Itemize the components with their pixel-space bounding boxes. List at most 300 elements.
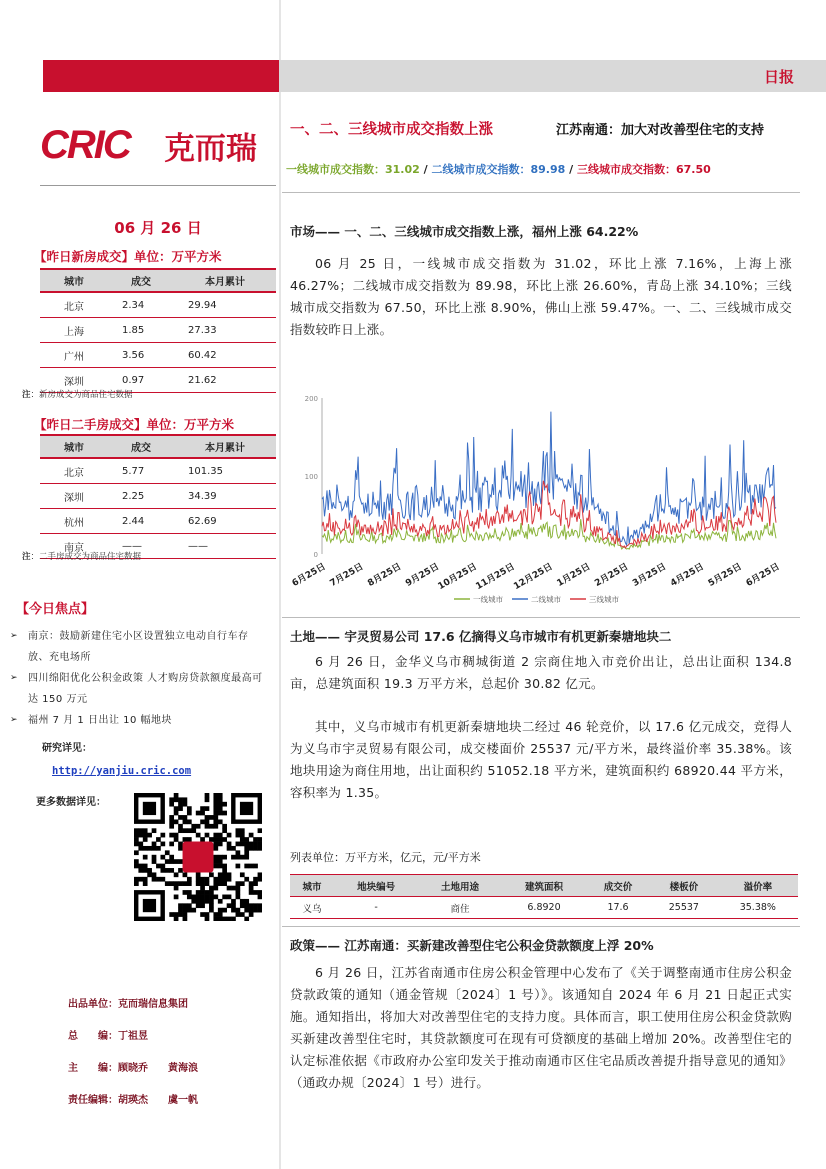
land-table-cell: 17.6 — [586, 897, 650, 919]
qr-module — [187, 811, 192, 816]
credit-line — [68, 1091, 198, 1123]
qr-module — [240, 837, 245, 842]
qr-module — [218, 855, 223, 860]
qr-module — [160, 868, 165, 873]
qr-module — [134, 833, 139, 838]
qr-module — [253, 890, 258, 895]
qr-module — [196, 903, 201, 908]
qr-module — [174, 886, 179, 891]
qr-module — [236, 912, 241, 917]
credit-value: 克而瑞信息集团 — [118, 999, 188, 1010]
value-cell: 3.56 — [108, 343, 174, 368]
headline-left: 一、二、三线城市成交指数上涨 — [290, 122, 493, 138]
x-tick-label: 9月25日 — [404, 561, 441, 589]
qr-module — [218, 859, 223, 864]
qr-module — [244, 837, 249, 842]
qr-module — [218, 793, 223, 798]
qr-module — [156, 877, 161, 882]
qr-module — [218, 872, 223, 877]
qr-module — [178, 903, 183, 908]
qr-finder — [143, 802, 156, 815]
qr-module — [183, 872, 188, 877]
qr-module — [244, 908, 249, 913]
value-cell: 60.42 — [174, 343, 276, 368]
x-tick-label: 7月25日 — [328, 561, 366, 589]
qr-module — [231, 899, 236, 904]
qr-module — [205, 793, 210, 798]
city-cell: 上海 — [40, 318, 108, 343]
qr-module — [205, 881, 210, 886]
table-header: 成交 — [108, 435, 174, 458]
qr-module — [134, 877, 139, 882]
policy-paragraph: 6 月 26 日，江苏省南通市住房公积金管理中心发布了《关于调整南通市住房公积金贷款政策的通知（通金管规〔2024〕1 号）》。该通知自 2024 年 6 月 21 日起正式实施。通知指出，将加大对改善型住宅的支持力度。具体而言，职工使用住房公积金贷款购买新建改善型住宅时，其贷款额度可在现有可贷额度的基础上增加 20%。改善型住宅的认定标准依据《市政府办公室印发关于推动南通市区住宅品质改善提升指导意见的通知》（通政办规〔2024〕1 号）进行。 — [290, 965, 792, 1090]
qr-module — [253, 837, 258, 842]
qr-module — [143, 868, 148, 873]
qr-module — [213, 881, 218, 886]
qr-module — [156, 864, 161, 869]
note-bold: 注 — [22, 390, 31, 400]
qr-module — [258, 872, 262, 877]
qr-module — [138, 864, 143, 869]
qr-module — [244, 864, 249, 869]
qr-module — [205, 895, 210, 900]
header-red-bar — [43, 60, 279, 92]
qr-module — [196, 824, 201, 829]
qr-module — [218, 806, 223, 811]
qr-module — [213, 846, 218, 851]
qr-module — [169, 855, 174, 860]
qr-module — [174, 797, 179, 802]
qr-module — [253, 903, 258, 908]
logo-divider — [40, 185, 276, 186]
qr-module — [222, 855, 227, 860]
qr-module — [187, 890, 192, 895]
note-text: ：二手房成交为商品住宅数据 — [30, 552, 142, 562]
qr-module — [178, 828, 183, 833]
qr-module — [244, 855, 249, 860]
qr-module — [227, 886, 232, 891]
index-chart — [286, 384, 796, 612]
qr-module — [218, 912, 223, 917]
qr-module — [205, 806, 210, 811]
qr-module — [200, 903, 205, 908]
land-head: 土地—— 宇灵贸易公司 17.6 亿摘得义乌市城市有机更新秦塘地块二 — [290, 629, 672, 644]
focus-item[interactable]: ➢ 四川绵阳优化公积金政策 人才购房贷款额度最高可达 150 万元 — [10, 668, 268, 710]
qr-module — [222, 802, 227, 807]
x-tick-label: 11月25日 — [474, 561, 517, 593]
table-row — [40, 458, 276, 484]
tier2-index: 二线城市成交指数：89.98 — [431, 163, 566, 176]
qr-module — [209, 899, 214, 904]
qr-module — [187, 819, 192, 824]
table-row — [40, 509, 276, 534]
credit-label: 出品单位： — [68, 999, 118, 1010]
qr-module — [227, 842, 232, 847]
qr-module — [138, 877, 143, 882]
qr-module — [200, 890, 205, 895]
qr-module — [213, 819, 218, 824]
qr-finder — [143, 899, 156, 912]
city-cell: 北京 — [40, 458, 108, 484]
qr-module — [213, 912, 218, 917]
qr-module — [205, 877, 210, 882]
qr-module — [178, 912, 183, 917]
qr-module — [231, 886, 236, 891]
qr-module — [236, 855, 241, 860]
qr-module — [222, 881, 227, 886]
tier1-index: 一线城市成交指数：31.02 — [286, 163, 420, 176]
qr-module — [143, 828, 148, 833]
qr-module — [253, 908, 258, 913]
qr-module — [236, 895, 241, 900]
qr-module — [249, 881, 254, 886]
qr-module — [134, 842, 139, 847]
qr-module — [169, 881, 174, 886]
qr-module — [196, 899, 201, 904]
qr-module — [249, 912, 254, 917]
credit-line — [68, 1059, 198, 1091]
land-table-cell: 6.8920 — [502, 897, 586, 919]
credit-line — [68, 1027, 198, 1059]
new-house-title: 【昨日新房成交】单位：万平方米 — [34, 249, 222, 264]
qr-module — [209, 908, 214, 913]
qr-module — [209, 837, 214, 842]
qr-module — [191, 824, 196, 829]
qr-module — [218, 837, 223, 842]
land-table-header: 城市 — [290, 875, 334, 897]
qr-module — [178, 802, 183, 807]
qr-module — [174, 917, 179, 921]
qr-module — [218, 864, 223, 869]
land-table-cell: - — [334, 897, 418, 919]
land-table-cell: 商住 — [418, 897, 502, 919]
qr-module — [134, 859, 139, 864]
land-paragraph-1: 6 月 26 日，金华义乌市稠城街道 2 宗商住地入市竞价出让，总出让面积 134.8 亩，总建筑面积 19.3 万平方米，总起价 30.82 亿元。 — [290, 654, 792, 691]
qr-module — [227, 877, 232, 882]
qr-module — [196, 811, 201, 816]
qr-module — [138, 868, 143, 873]
qr-module — [200, 912, 205, 917]
qr-module — [191, 828, 196, 833]
qr-module — [174, 837, 179, 842]
qr-module — [183, 908, 188, 913]
svg-text:CRIC: CRIC — [40, 123, 130, 166]
land-unit: 列表单位：万平方米，亿元，元/平方米 — [290, 851, 481, 864]
qr-module — [209, 903, 214, 908]
qr-module — [200, 895, 205, 900]
land-table-header: 溢价率 — [718, 875, 798, 897]
qr-module — [200, 886, 205, 891]
qr-module — [196, 833, 201, 838]
qr-module — [222, 872, 227, 877]
qr-module — [222, 877, 227, 882]
qr-module — [258, 837, 262, 842]
x-tick-label: 10月25日 — [436, 561, 479, 593]
qr-module — [165, 881, 170, 886]
qr-module — [143, 864, 148, 869]
qr-module — [249, 842, 254, 847]
qr-module — [218, 899, 223, 904]
qr-module — [134, 850, 139, 855]
value-cell: —— — [174, 534, 276, 559]
qr-module — [205, 819, 210, 824]
qr-module — [249, 864, 254, 869]
qr-module — [213, 859, 218, 864]
focus-list — [10, 626, 268, 731]
column-divider — [279, 0, 281, 1169]
x-tick-label: 6月25日 — [290, 561, 328, 589]
qr-module — [178, 859, 183, 864]
qr-module — [169, 859, 174, 864]
qr-module — [227, 846, 232, 851]
qr-module — [183, 828, 188, 833]
qr-module — [187, 908, 192, 913]
qr-module — [143, 837, 148, 842]
qr-module — [258, 908, 262, 913]
qr-module — [187, 881, 192, 886]
qr-module — [244, 842, 249, 847]
headline-right: 江苏南通：加大对改善型住宅的支持 — [556, 123, 765, 138]
market-paragraph: 06 月 25 日，一线城市成交指数为 31.02，环比上涨 7.16%，上海上涨 46.27%；二线城市成交指数为 89.98，环比上涨 26.60%，青岛上涨 34.10%；三线城市成交指数为 67.50，环比上涨 8.90%，佛山上涨 59.47%。一、二、三线城市成交指数较昨日上涨。 — [290, 256, 792, 337]
qr-module — [213, 833, 218, 838]
qr-module — [187, 806, 192, 811]
qr-module — [244, 846, 249, 851]
qr-code[interactable] — [134, 793, 262, 921]
qr-module — [160, 864, 165, 869]
qr-module — [178, 815, 183, 820]
x-tick-label: 5月25日 — [706, 561, 744, 589]
qr-module — [253, 842, 258, 847]
qr-module — [147, 846, 152, 851]
qr-module — [143, 881, 148, 886]
qr-module — [218, 833, 223, 838]
second-house-title: 【昨日二手房成交】单位：万平方米 — [34, 417, 235, 432]
qr-module — [236, 833, 241, 838]
index-separator: / — [419, 163, 432, 176]
focus-item[interactable]: ➢ 福州 7 月 1 日出让 10 幅地块 — [10, 710, 268, 731]
qr-module — [152, 859, 157, 864]
market-head: 市场—— 一、二、三线城市成交指数上涨，福州上涨 64.22% — [290, 224, 639, 239]
qr-module — [156, 837, 161, 842]
x-tick-label: 3月25日 — [631, 561, 668, 589]
qr-module — [196, 895, 201, 900]
city-cell: 南京 — [40, 534, 108, 559]
qr-module — [183, 819, 188, 824]
qr-module — [205, 797, 210, 802]
qr-module — [213, 811, 218, 816]
svg-text:克而瑞: 克而瑞 — [164, 131, 257, 166]
city-cell: 北京 — [40, 292, 108, 318]
qr-module — [160, 855, 165, 860]
qr-module — [174, 872, 179, 877]
table-header: 成交 — [108, 269, 174, 292]
qr-module — [244, 903, 249, 908]
qr-module — [134, 881, 139, 886]
qr-module — [143, 833, 148, 838]
qr-module — [236, 886, 241, 891]
index-summary — [286, 161, 711, 177]
qr-module — [187, 877, 192, 882]
qr-module — [253, 846, 258, 851]
qr-module — [178, 868, 183, 873]
qr-module — [169, 833, 174, 838]
qr-module — [253, 864, 258, 869]
qr-module — [213, 895, 218, 900]
qr-module — [138, 846, 143, 851]
qr-module — [249, 833, 254, 838]
land-table-header: 楼板价 — [650, 875, 718, 897]
second-house-note — [22, 550, 141, 562]
table-header: 本月累计 — [174, 435, 276, 458]
value-cell: —— — [108, 534, 174, 559]
qr-module — [187, 903, 192, 908]
land-table-header: 建筑面积 — [502, 875, 586, 897]
qr-module — [183, 881, 188, 886]
qr-module — [165, 868, 170, 873]
qr-module — [152, 842, 157, 847]
qr-module — [205, 824, 210, 829]
qr-module — [169, 824, 174, 829]
qr-module — [169, 819, 174, 824]
qr-module — [227, 895, 232, 900]
qr-module — [249, 846, 254, 851]
qr-module — [200, 877, 205, 882]
qr-module — [183, 837, 188, 842]
land-table-cell: 35.38% — [718, 897, 798, 919]
tier3-index: 三线城市成交指数：67.50 — [576, 163, 711, 176]
policy-head: 政策—— 江苏南通：买新建改善型住宅公积金贷款额度上浮 20% — [290, 938, 654, 953]
qr-module — [187, 828, 192, 833]
qr-module — [249, 908, 254, 913]
table-row — [40, 318, 276, 343]
qr-module — [236, 828, 241, 833]
qr-module — [196, 881, 201, 886]
qr-module — [213, 837, 218, 842]
qr-module — [200, 811, 205, 816]
qr-module — [169, 912, 174, 917]
qr-module — [134, 864, 139, 869]
qr-module — [205, 917, 210, 921]
new-house-table — [40, 268, 276, 393]
research-link[interactable]: http://yanjiu.cric.com — [52, 765, 192, 777]
qr-module — [222, 811, 227, 816]
table-header: 城市 — [40, 269, 108, 292]
section-divider — [282, 192, 800, 193]
qr-module — [213, 793, 218, 798]
qr-module — [253, 877, 258, 882]
value-cell: 0.97 — [108, 368, 174, 393]
credit-line — [68, 995, 198, 1027]
qr-module — [240, 903, 245, 908]
land-table-cell: 25537 — [650, 897, 718, 919]
table-row — [40, 343, 276, 368]
note-text: ：新房成交为商品住宅数据 — [30, 390, 133, 400]
new-house-note — [22, 388, 133, 400]
qr-module — [138, 833, 143, 838]
qr-module — [183, 802, 188, 807]
qr-module — [244, 850, 249, 855]
qr-module — [187, 837, 192, 842]
qr-module — [196, 877, 201, 882]
qr-module — [240, 828, 245, 833]
qr-module — [174, 806, 179, 811]
y-tick-label: 0 — [313, 551, 318, 559]
qr-module — [183, 797, 188, 802]
qr-module — [240, 833, 245, 838]
qr-module — [169, 797, 174, 802]
focus-item[interactable]: ➢ 南京：鼓励新建住宅小区设置独立电动自行车存放、充电场所 — [10, 626, 268, 668]
credit-value: 丁祖昱 — [118, 1031, 148, 1042]
credit-label: 主 编： — [68, 1063, 118, 1074]
x-tick-label: 2月25日 — [593, 561, 631, 589]
qr-module — [231, 903, 236, 908]
qr-module — [205, 815, 210, 820]
qr-module — [236, 850, 241, 855]
qr-module — [174, 859, 179, 864]
section-divider — [282, 926, 800, 927]
legend-label: 三线城市 — [589, 595, 619, 604]
qr-module — [174, 912, 179, 917]
credit-value: 顾晓乔 黄海浪 — [118, 1063, 198, 1074]
qr-module — [218, 877, 223, 882]
qr-module — [236, 842, 241, 847]
qr-module — [258, 890, 262, 895]
qr-module — [227, 903, 232, 908]
qr-module — [169, 802, 174, 807]
qr-module — [218, 842, 223, 847]
qr-module — [152, 846, 157, 851]
qr-module — [209, 886, 214, 891]
x-tick-label: 12月25日 — [512, 561, 555, 593]
index-separator: / — [565, 163, 577, 176]
qr-module — [174, 833, 179, 838]
report-date: 06 月 26 日 — [114, 219, 202, 237]
qr-module — [218, 802, 223, 807]
value-cell: 2.44 — [108, 509, 174, 534]
value-cell: 62.69 — [174, 509, 276, 534]
qr-module — [213, 864, 218, 869]
qr-module — [169, 815, 174, 820]
qr-module — [205, 890, 210, 895]
credit-value: 胡瑛杰 虞一帆 — [118, 1095, 198, 1106]
qr-module — [200, 837, 205, 842]
qr-module — [236, 908, 241, 913]
qr-center-logo — [183, 842, 214, 873]
qr-module — [196, 890, 201, 895]
qr-module — [213, 815, 218, 820]
qr-module — [178, 824, 183, 829]
qr-module — [218, 908, 223, 913]
qr-module — [218, 819, 223, 824]
qr-module — [240, 855, 245, 860]
table-row — [40, 484, 276, 509]
more-data-label: 更多数据详见： — [36, 797, 106, 808]
land-table — [290, 874, 798, 919]
qr-module — [222, 837, 227, 842]
value-cell: 21.62 — [174, 368, 276, 393]
qr-module — [240, 912, 245, 917]
qr-module — [200, 819, 205, 824]
y-tick-label: 200 — [304, 395, 318, 403]
qr-module — [165, 850, 170, 855]
qr-module — [143, 877, 148, 882]
qr-module — [240, 842, 245, 847]
land-table-header: 成交价 — [586, 875, 650, 897]
qr-module — [213, 917, 218, 921]
qr-module — [205, 899, 210, 904]
qr-module — [205, 833, 210, 838]
qr-module — [222, 908, 227, 913]
